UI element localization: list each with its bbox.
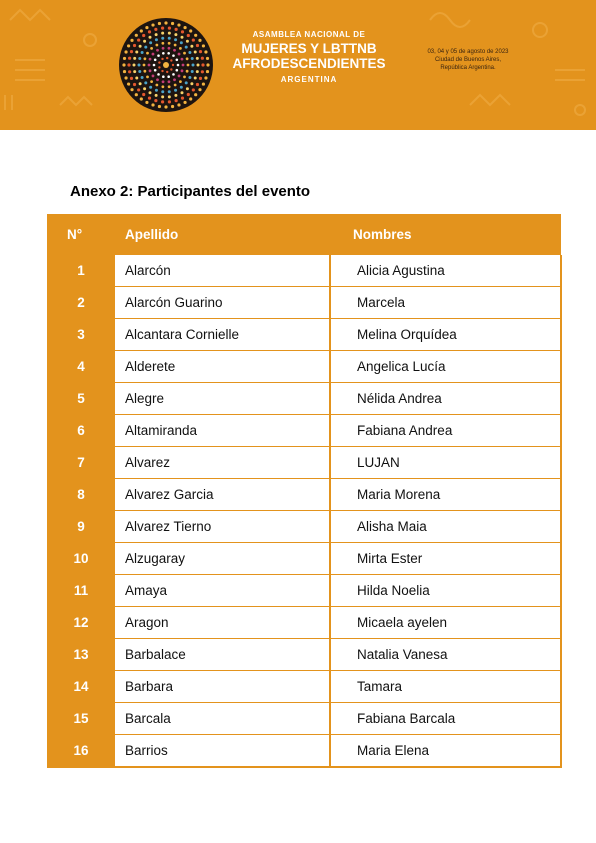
row-number: 1 (47, 255, 115, 287)
logo-dot (166, 71, 168, 73)
section-title: Anexo 2: Participantes del evento (70, 183, 311, 200)
row-nombres: Micaela ayelen (330, 607, 561, 639)
logo-dot (135, 93, 138, 96)
logo-dot (186, 40, 189, 43)
logo-dot (170, 68, 172, 70)
logo-dot (206, 70, 209, 73)
logo-dot (155, 94, 158, 97)
logo-dot (148, 30, 151, 33)
event-date: 03, 04 y 05 de agosto de 2023 (427, 49, 509, 55)
logo-dot (135, 50, 138, 53)
logo-dot (148, 97, 151, 100)
row-number: 7 (47, 447, 115, 479)
logo-dot (156, 78, 159, 81)
logo-dot (158, 61, 160, 63)
logo-dot (179, 47, 182, 50)
logo-dot (196, 70, 199, 73)
row-apellido: Alvarez Tierno (115, 511, 330, 543)
logo-dot (140, 97, 143, 100)
logo-dot (178, 75, 181, 78)
logo-dot (192, 88, 195, 91)
logo-dot (127, 63, 130, 66)
logo-dot (168, 27, 171, 30)
logo-dot (143, 57, 146, 60)
logo-dot (172, 64, 174, 66)
row-apellido: Aragon (115, 607, 330, 639)
logo-dot (149, 91, 152, 94)
logo-dot (168, 80, 171, 83)
table-row (47, 511, 561, 543)
logo-dot (152, 75, 155, 78)
logo-dot (196, 44, 199, 47)
row-nombres: Alicia Agustina (330, 255, 561, 287)
logo-dot (174, 84, 177, 87)
table-row (47, 383, 561, 415)
logo-dot (198, 88, 201, 91)
logo-dot (139, 45, 142, 48)
row-apellido: Altamiranda (115, 415, 330, 447)
logo-dot (185, 81, 188, 84)
logo-dot (161, 42, 164, 45)
logo-dot (162, 47, 165, 50)
logo-dot (199, 50, 202, 53)
logo-dot (206, 63, 209, 66)
logo-dot (201, 70, 204, 73)
logo-dot (124, 76, 127, 79)
logo-dot (194, 77, 197, 80)
logo-dot (201, 57, 204, 60)
logo-dot (149, 69, 152, 72)
logo-dot (183, 26, 186, 29)
logo-dot (183, 52, 186, 55)
logo-dot (175, 99, 178, 102)
logo-dot (127, 82, 130, 85)
logo-dot (181, 69, 184, 72)
logo-dot (122, 63, 125, 66)
row-number: 8 (47, 479, 115, 511)
event-header (0, 0, 596, 130)
logo-dot (154, 99, 157, 102)
logo-dot (155, 89, 158, 92)
logo-dot (154, 69, 157, 72)
logo-dot (161, 58, 163, 60)
logo-dot (201, 63, 204, 66)
table-row (47, 639, 561, 671)
header-num: N° (47, 214, 115, 255)
logo-dot (204, 50, 207, 53)
row-apellido: Alegre (115, 383, 330, 415)
table-row (47, 255, 561, 287)
logo-dot (133, 70, 136, 73)
logo-dot (191, 70, 194, 73)
logo-dot (142, 34, 145, 37)
logo-dot (138, 57, 141, 60)
table-row (47, 575, 561, 607)
logo-dot (172, 73, 175, 76)
logo-dot (124, 50, 127, 53)
logo-dot (194, 50, 197, 53)
logo-dot (182, 64, 185, 67)
logo-dot (123, 57, 126, 60)
logo-dot (188, 51, 191, 54)
logo-dot (162, 75, 165, 78)
logo-dot (197, 64, 200, 67)
assembly-logo (118, 17, 214, 113)
row-nombres: Nélida Andrea (330, 383, 561, 415)
logo-dot (151, 23, 154, 26)
logo-dot (138, 64, 141, 67)
logo-dot (202, 82, 205, 85)
logo-dot (177, 103, 180, 106)
logo-dot (173, 49, 176, 52)
row-nombres: Alisha Maia (330, 511, 561, 543)
logo-dot (185, 46, 188, 49)
row-number: 10 (47, 543, 115, 575)
event-name-line2: MUJERES Y LBTTNB (241, 41, 377, 56)
logo-dot (170, 59, 172, 61)
logo-dot (164, 21, 167, 24)
row-nombres: Mirta Ester (330, 543, 561, 575)
logo-dot (198, 39, 201, 42)
row-number: 12 (47, 607, 115, 639)
logo-dot (181, 91, 184, 94)
logo-dot (141, 51, 144, 54)
logo-dot (187, 93, 190, 96)
row-nombres: Fabiana Andrea (330, 415, 561, 447)
logo-dot (178, 53, 181, 56)
logo-dot (168, 42, 171, 45)
logo-dot (166, 57, 168, 59)
row-number: 3 (47, 319, 115, 351)
logo-dot (154, 58, 157, 61)
table-row (47, 415, 561, 447)
row-nombres: Fabiana Barcala (330, 703, 561, 735)
logo-dot (177, 23, 180, 26)
logo-dot (190, 45, 193, 48)
row-number: 4 (47, 351, 115, 383)
logo-dot (144, 81, 147, 84)
logo-dot (199, 77, 202, 80)
logo-dot (133, 83, 136, 86)
logo-dot (123, 70, 126, 73)
logo-dot (187, 34, 190, 37)
logo-dot (144, 46, 147, 49)
participants-table (47, 214, 562, 768)
logo-dot (153, 64, 156, 67)
logo-dot (174, 33, 177, 36)
row-apellido: Alzugaray (115, 543, 330, 575)
logo-dot (183, 101, 186, 104)
logo-dot (130, 88, 133, 91)
row-nombres: LUJAN (330, 447, 561, 479)
logo-dot (176, 58, 179, 61)
row-nombres: Hilda Noelia (330, 575, 561, 607)
logo-dot (180, 41, 183, 44)
logo-dot (174, 89, 177, 92)
logo-dot (174, 38, 177, 41)
logo-dot (181, 30, 184, 33)
logo-dot (186, 70, 189, 73)
logo-dot (161, 100, 164, 103)
table-row (47, 287, 561, 319)
logo-dot (135, 77, 138, 80)
table-row (47, 447, 561, 479)
row-apellido: Barbalace (115, 639, 330, 671)
row-number: 16 (47, 735, 115, 768)
logo-dot (149, 58, 152, 61)
table-row (47, 671, 561, 703)
logo-dot (194, 34, 197, 37)
logo-dot (143, 87, 146, 90)
logo-dot (149, 41, 152, 44)
logo-dot (154, 28, 157, 31)
logo-dot (181, 97, 184, 100)
row-number: 6 (47, 415, 115, 447)
logo-dot (175, 28, 178, 31)
logo-dot (149, 36, 152, 39)
logo-dot (130, 77, 133, 80)
logo-dot (191, 57, 194, 60)
logo-dot (146, 75, 149, 78)
logo-dot (156, 49, 159, 52)
row-apellido: Alarcón Guarino (115, 287, 330, 319)
logo-dot (161, 95, 164, 98)
row-apellido: Alvarez Garcia (115, 479, 330, 511)
row-nombres: Maria Morena (330, 479, 561, 511)
event-place-country: República Argentina. (440, 65, 496, 71)
logo-dot (179, 80, 182, 83)
logo-dot (155, 38, 158, 41)
logo-dot (149, 86, 152, 89)
logo-dot (150, 80, 153, 83)
event-info (410, 48, 526, 72)
row-apellido: Amaya (115, 575, 330, 607)
logo-dot (177, 64, 180, 67)
logo-dot (157, 54, 160, 57)
table-row (47, 607, 561, 639)
logo-dot (143, 64, 146, 67)
row-apellido: Alvarez (115, 447, 330, 479)
logo-dot (168, 100, 171, 103)
header-apellido: Apellido (115, 214, 330, 255)
row-nombres: Maria Elena (330, 735, 561, 768)
logo-dot (158, 105, 161, 108)
row-number: 15 (47, 703, 115, 735)
logo-dot (155, 84, 158, 87)
row-apellido: Alarcón (115, 255, 330, 287)
logo-dot (186, 57, 189, 60)
logo-dot (168, 90, 171, 93)
logo-dot (168, 37, 171, 40)
header-nombres: Nombres (330, 214, 561, 255)
row-number: 14 (47, 671, 115, 703)
row-number: 9 (47, 511, 115, 543)
logo-dot (161, 32, 164, 35)
logo-dot (194, 93, 197, 96)
logo-dot (150, 47, 153, 50)
event-country: ARGENTINA (280, 75, 338, 84)
row-number: 2 (47, 287, 115, 319)
logo-dot (174, 44, 177, 47)
logo-dot (181, 58, 184, 61)
logo-dot (204, 76, 207, 79)
event-name (224, 30, 394, 84)
table-row (47, 319, 561, 351)
logo-dot (189, 29, 192, 32)
logo-dot (161, 90, 164, 93)
row-apellido: Alderete (115, 351, 330, 383)
logo-dot (176, 69, 179, 72)
logo-dot (188, 76, 191, 79)
row-nombres: Melina Orquídea (330, 319, 561, 351)
logo-dot (158, 22, 161, 25)
logo-dot (143, 70, 146, 73)
logo-dot (168, 47, 171, 50)
logo-dot (167, 75, 170, 78)
logo-dot (180, 86, 183, 89)
logo-dot (196, 83, 199, 86)
logo-dot (137, 38, 140, 41)
logo-dot (161, 70, 163, 72)
row-apellido: Barbara (115, 671, 330, 703)
logo-dot (181, 36, 184, 39)
row-number: 5 (47, 383, 115, 415)
logo-dot (192, 38, 195, 41)
row-apellido: Barrios (115, 735, 330, 768)
logo-dot (202, 44, 205, 47)
event-place-city: Ciudad de Buenos Aires, (434, 57, 502, 63)
table-row (47, 735, 561, 768)
logo-dot (146, 52, 149, 55)
logo-dot (142, 93, 145, 96)
logo-dot (133, 57, 136, 60)
logo-dot (130, 39, 133, 42)
logo-dot (127, 44, 130, 47)
logo-dot (155, 44, 158, 47)
logo-dot (141, 76, 144, 79)
logo-dot (196, 57, 199, 60)
event-name-line1: ASAMBLEA NACIONAL DE (252, 30, 366, 39)
logo-dot (168, 32, 171, 35)
logo-dot (145, 101, 148, 104)
logo-center (163, 62, 169, 68)
row-nombres: Marcela (330, 287, 561, 319)
logo-dot (148, 64, 151, 67)
logo-dot (187, 64, 190, 67)
table-row (47, 543, 561, 575)
logo-dot (157, 73, 160, 76)
logo-dot (172, 54, 175, 57)
logo-dot (183, 75, 186, 78)
table-row (47, 703, 561, 735)
logo-dot (161, 37, 164, 40)
logo-dot (135, 34, 138, 37)
logo-dot (168, 95, 171, 98)
logo-dot (167, 52, 170, 55)
logo-dot (133, 44, 136, 47)
logo-dot (128, 57, 131, 60)
logo-dot (158, 66, 160, 68)
logo-dot (171, 105, 174, 108)
row-nombres: Angelica Lucía (330, 351, 561, 383)
logo-dot (171, 22, 174, 25)
logo-dot (133, 64, 136, 67)
logo-dot (155, 33, 158, 36)
logo-dot (161, 27, 164, 30)
logo-dot (128, 70, 131, 73)
event-name-line3: AFRODESCENDIENTES (232, 56, 386, 71)
row-nombres: Natalia Vanesa (330, 639, 561, 671)
logo-dot (152, 53, 155, 56)
logo-dot (161, 85, 164, 88)
logo-dot (192, 64, 195, 67)
table-row (47, 479, 561, 511)
logo-dot (151, 103, 154, 106)
logo-dot (130, 50, 133, 53)
row-number: 11 (47, 575, 115, 607)
logo-dot (138, 70, 141, 73)
logo-dot (189, 97, 192, 100)
logo-dot (162, 52, 165, 55)
logo-dot (164, 105, 167, 108)
logo-dot (162, 80, 165, 83)
logo-dot (174, 94, 177, 97)
logo-dot (206, 57, 209, 60)
logo-dot (143, 40, 146, 43)
table-header-row (47, 214, 561, 255)
logo-dot (137, 88, 140, 91)
row-apellido: Alcantara Cornielle (115, 319, 330, 351)
logo-dot (190, 82, 193, 85)
logo-dot (173, 78, 176, 81)
logo-dot (139, 82, 142, 85)
logo-dot (168, 85, 171, 88)
logo-dot (140, 29, 143, 32)
row-number: 13 (47, 639, 115, 671)
row-nombres: Tamara (330, 671, 561, 703)
logo-dot (186, 87, 189, 90)
logo-dot (145, 26, 148, 29)
row-apellido: Barcala (115, 703, 330, 735)
table-row (47, 351, 561, 383)
